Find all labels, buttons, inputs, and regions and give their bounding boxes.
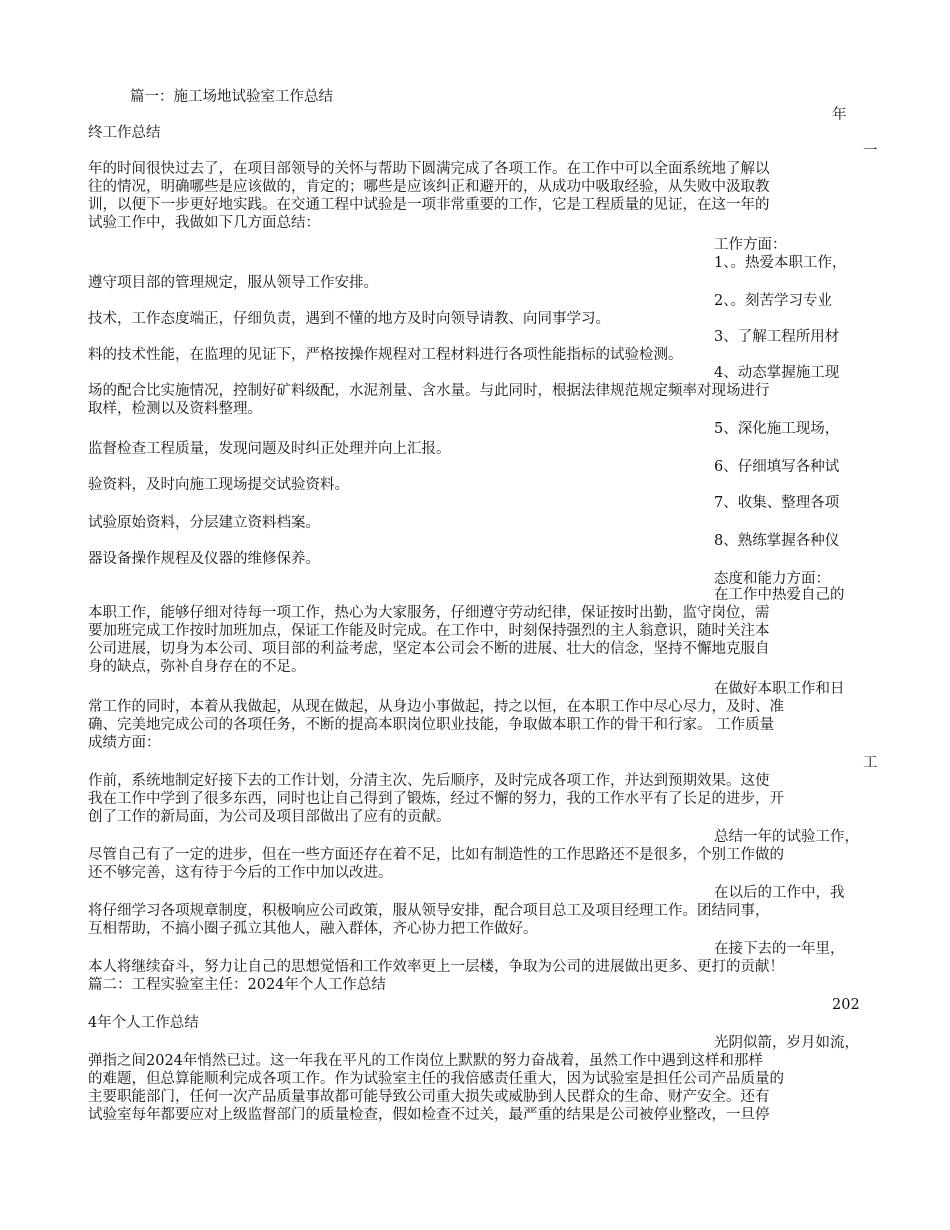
section-heading-2: 篇二：工程实验室主任：2024年个人工作总结 — [88, 977, 386, 993]
text-line: 主要职能部门，任何一次产品质量事故都可能导致公司重大损失或威胁到人民群众的生命、财产安全。还有 — [88, 1089, 770, 1105]
indent-line: 工作方面： — [714, 237, 787, 253]
indent-line: 8、熟练掌握各种仪 — [714, 533, 840, 549]
text-line: 成绩方面： — [88, 735, 161, 751]
text-fragment: 工 — [863, 755, 878, 771]
text-line: 取样，检测以及资料整理。 — [88, 401, 262, 417]
text-line: 料的技术性能，在监理的见证下，严格按操作规程对工程材料进行各项性能指标的试验检测。 — [88, 347, 683, 363]
indent-line: 在做好本职工作和日 — [714, 681, 845, 697]
text-line: 作前，系统地制定好接下去的工作计划，分清主次、先后顺序，及时完成各项工作，并达到预期效果。这使 — [88, 773, 770, 789]
text-line: 训，以便下一步更好地实践。在交通工程中试验是一项非常重要的工作，它是工程质量的见证，在这一年的 — [88, 197, 770, 213]
text-line: 验资料，及时向施工现场提交试验资料。 — [88, 477, 349, 493]
text-line: 试验原始资料，分层建立资料档案。 — [88, 515, 320, 531]
text-line: 监督检查工程质量，发现问题及时纠正处理并向上汇报。 — [88, 441, 451, 457]
text-line: 往的情况，明确哪些是应该做的，肯定的；哪些是应该纠正和避开的，从成功中吸取经验，从失败中汲取教 — [88, 179, 770, 195]
text-line: 场的配合比实施情况，控制好矿料级配，水泥剂量、含水量。与此同时，根据法律规范规定频率对现场进行 — [88, 383, 770, 399]
text-line: 器设备操作规程及仪器的维修保养。 — [88, 551, 320, 567]
text-line: 本人将继续奋斗，努力让自己的思想觉悟和工作效率更上一层楼，争取为公司的进展做出更多、更打的贡献！ — [88, 959, 784, 975]
indent-line: 7、收集、整理各项 — [714, 495, 840, 511]
text-line: 的难题，但总算能顺利完成各项工作。作为试验室主任的我倍感责任重大，因为试验室是担任公司产品质量的 — [88, 1071, 784, 1087]
text-line: 确、完美地完成公司的各项任务，不断的提高本职岗位职业技能，争取做本职工作的骨干和行家。 工作质量 — [88, 717, 775, 733]
text-line: 本职工作，能够仔细对待每一项工作，热心为大家服务，仔细遵守劳动纪律，保证按时出勤，监守岗位，需 — [88, 605, 770, 621]
text-line: 年的时间很快过去了，在项目部领导的关怀与帮助下圆满完成了各项工作。在工作中可以全面系统地了解以 — [88, 161, 770, 177]
text-fragment: 一 — [863, 143, 878, 159]
indent-line: 在以后的工作中，我 — [714, 885, 845, 901]
text-line: 要加班完成工作按时加班加点，保证工作能及时完成。在工作中，时刻保持强烈的主人翁意识，随时关注本 — [88, 623, 770, 639]
subheading: 终工作总结 — [88, 125, 161, 141]
text-line: 还不够完善，这有待于今后的工作中加以改进。 — [88, 865, 393, 881]
subheading: 4年个人工作总结 — [88, 1015, 199, 1031]
indent-line: 光阴似箭，岁月如流， — [714, 1035, 859, 1051]
text-line: 试验室每年都要应对上级监督部门的质量检查，假如检查不过关，最严重的结果是公司被停业整改，一旦停 — [88, 1107, 770, 1123]
text-line: 试验工作中，我做如下几方面总结： — [88, 215, 320, 231]
indent-line: 在工作中热爱自己的 — [714, 587, 845, 603]
indent-line: 总结一年的试验工作， — [714, 829, 859, 845]
text-line: 弹指之间2024年悄然已过。这一年我在平凡的工作岗位上默默的努力奋战着，虽然工作中遇到这样和那样 — [88, 1053, 763, 1069]
indent-line: 4、动态掌握施工现 — [714, 365, 840, 381]
text-fragment: 年 — [832, 107, 847, 123]
indent-line: 1、。热爱本职工作， — [714, 255, 847, 271]
text-line: 互相帮助，不搞小圈子孤立其他人，融入群体，齐心协力把工作做好。 — [88, 921, 538, 937]
text-line: 常工作的同时，本着从我做起，从现在做起，从身边小事做起，持之以恒，在本职工作中尽心尽力，及时、准 — [88, 699, 784, 715]
text-fragment: 202 — [832, 997, 860, 1013]
text-line: 遵守项目部的管理规定，服从领导工作安排。 — [88, 275, 378, 291]
text-line: 我在工作中学到了很多东西，同时也让自己得到了锻炼，经过不懈的努力，我的工作水平有了长足的进步，开 — [88, 791, 784, 807]
indent-line: 2、。刻苦学习专业 — [714, 293, 832, 309]
indent-line: 在接下去的一年里， — [714, 941, 845, 957]
text-line: 将仔细学习各项规章制度，积极响应公司政策，服从领导安排，配合项目总工及项目经理工作。团结同事， — [88, 903, 770, 919]
text-line: 创了工作的新局面，为公司及项目部做出了应有的贡献。 — [88, 809, 451, 825]
indent-line: 3、了解工程所用材 — [714, 329, 840, 345]
indent-line: 6、仔细填写各种试 — [714, 459, 840, 475]
text-line: 技术，工作态度端正，仔细负责，遇到不懂的地方及时向领导请教、向同事学习。 — [88, 311, 610, 327]
text-line: 尽管自己有了一定的进步，但在一些方面还存在着不足，比如有制造性的工作思路还不是很多，个别工作做的 — [88, 847, 784, 863]
indent-line: 态度和能力方面： — [714, 571, 830, 587]
indent-line: 5、深化施工现场， — [714, 421, 840, 437]
text-line: 身的缺点，弥补自身存在的不足。 — [88, 659, 306, 675]
section-heading-1: 篇一：施工场地试验室工作总结 — [130, 89, 333, 105]
text-line: 公司进展，切身为本公司、项目部的利益考虑，坚定本公司会不断的进展、壮大的信念，坚持不懈地克服自 — [88, 641, 770, 657]
